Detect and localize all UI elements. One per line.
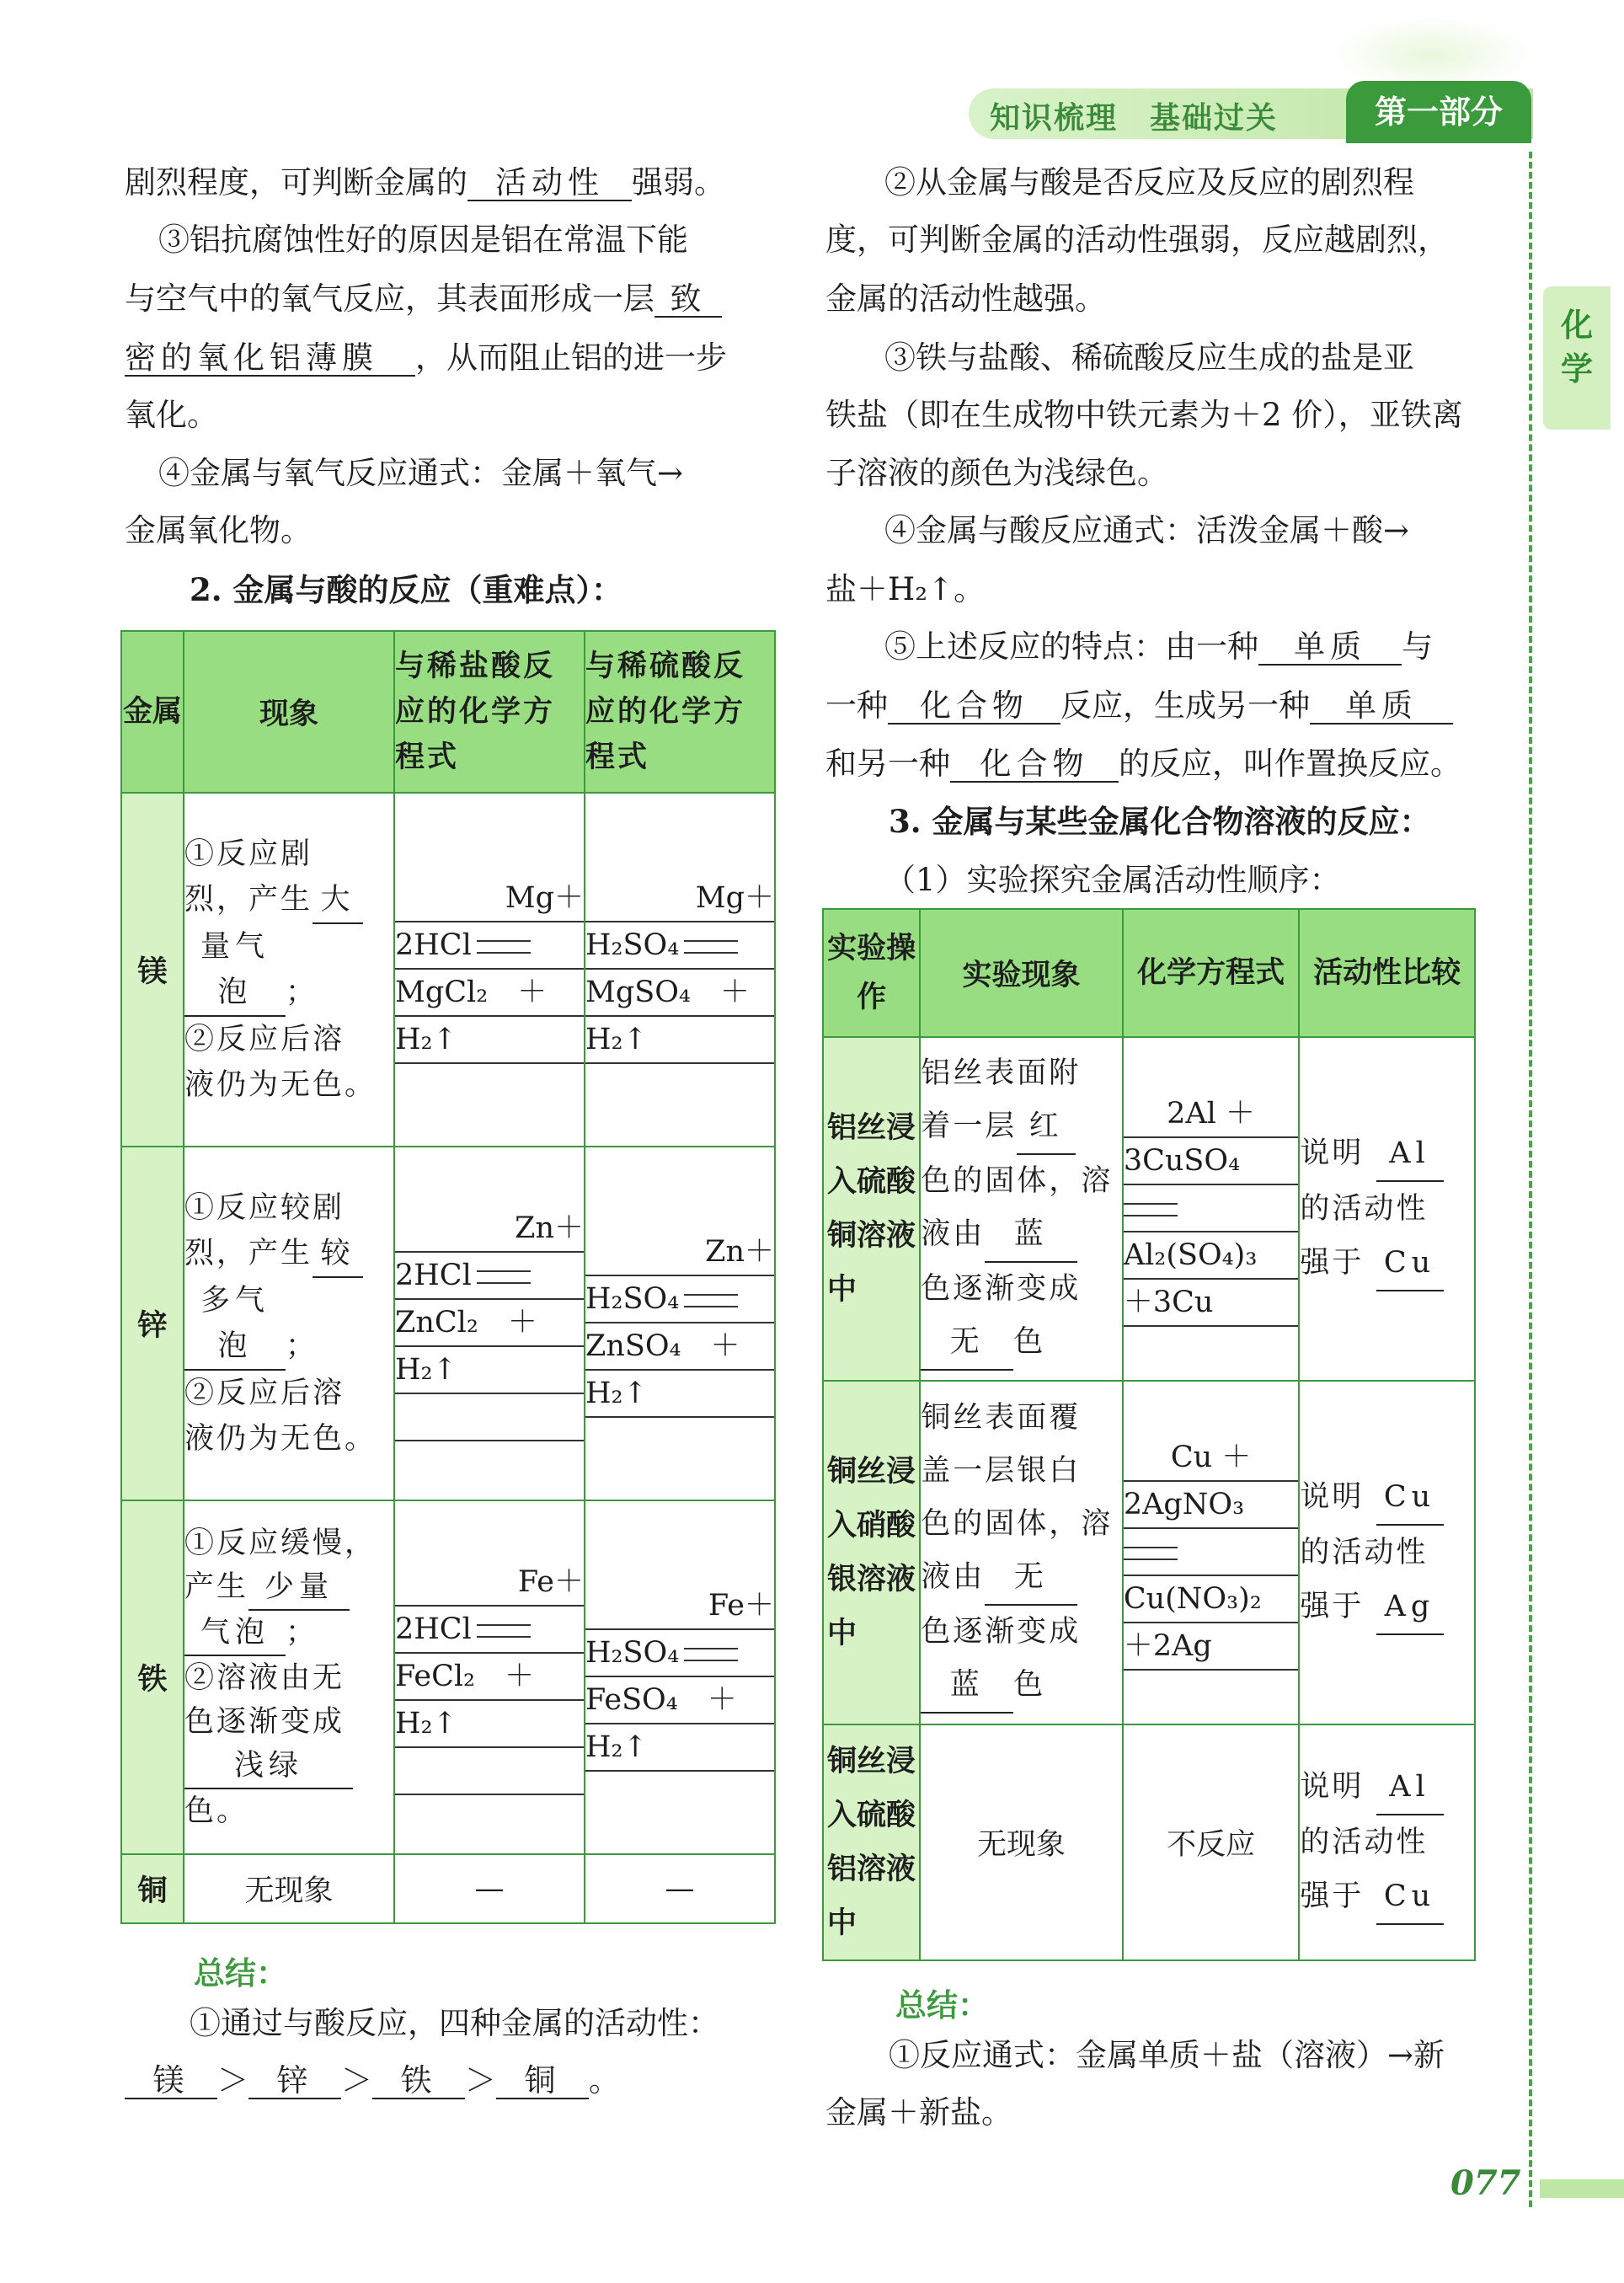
right-line-3: 金属的活动性越强。	[825, 281, 1106, 317]
hcl-equation: Mg＋ 2HCl MgCl₂ ＋ H₂↑	[394, 793, 585, 1147]
hcl-equation: Zn＋ 2HCl ZnCl₂ ＋ H₂↑	[394, 1147, 585, 1500]
acid-reaction-table	[120, 630, 776, 1924]
left-summary-line-1: ①通过与酸反应，四种金属的活动性：	[190, 2005, 719, 2041]
right-line-8: 盐＋H₂↑。	[825, 571, 986, 607]
left-line-4: 密的氧化铝薄膜 ，从而阻止铝的进一步	[125, 340, 727, 376]
right-line-2: 度，可判断金属的活动性强弱，反应越剧烈，	[825, 222, 1449, 258]
equation-cell: 2Al ＋ 3CuSO₄ Al₂(SO₄)₃ ＋3Cu	[1123, 1037, 1300, 1381]
left-line-7: 金属氧化物。	[125, 512, 312, 548]
table-row	[823, 1724, 1475, 1960]
left-summary-line-2: 镁 ＞ 锌 ＞ 铁 ＞ 铜 。	[125, 2064, 620, 2099]
header-hcl: 与稀盐酸反应的化学方程式	[394, 631, 585, 793]
operation-cell: 铜丝浸入硫酸铝溶液中	[823, 1724, 920, 1960]
operation-cell: 铝丝浸入硫酸铜溶液中	[823, 1037, 920, 1381]
operation-cell: 铜丝浸入硝酸银溶液中	[823, 1381, 920, 1724]
h2so4-equation: Zn＋ H₂SO₄ ZnSO₄ ＋ H₂↑	[585, 1147, 775, 1500]
phenomenon-cell: ①反应较剧 烈，产生 较 多气泡 ； ②反应后溶 液仍为无色。	[184, 1147, 394, 1500]
h2so4-equation: —	[585, 1854, 775, 1923]
header-operation: 实验操作	[823, 909, 920, 1037]
section-3-title: 3. 金属与某些金属化合物溶液的反应：	[889, 803, 1431, 840]
subsection-1-title: （1）实验探究金属活动性顺序：	[884, 862, 1341, 898]
right-summary-line-1: ①反应通式：金属单质＋盐（溶液）→新	[889, 2037, 1445, 2073]
left-line-5: 氧化。	[125, 397, 218, 433]
phenomenon-cell: 无现象	[920, 1724, 1123, 1960]
equation-cell: Cu ＋ 2AgNO₃ Cu(NO₃)₂ ＋2Ag	[1123, 1381, 1300, 1724]
left-line-2: ③铝抗腐蚀性好的原因是铝在常温下能	[158, 222, 688, 258]
hcl-equation: —	[394, 1854, 585, 1923]
phenomenon-cell: ①反应剧 烈，产生 大 量气泡 ； ②反应后溶 液仍为无色。	[184, 793, 394, 1147]
h2so4-equation: Mg＋ H₂SO₄ MgSO₄ ＋ H₂↑	[585, 793, 775, 1147]
section-tag: 知识梳理 基础过关	[990, 101, 1279, 136]
phenomenon-cell: 铝丝表面附 着一层 红 色的固体，溶 液由 蓝 色逐渐变成 无 色	[920, 1037, 1123, 1381]
right-line-1: ②从金属与酸是否反应及反应的剧烈程	[884, 164, 1414, 200]
metal-label: 铁	[121, 1500, 184, 1854]
left-line-6: ④金属与氧气反应通式：金属＋氧气→	[158, 455, 684, 491]
table-row	[121, 1854, 775, 1923]
left-line-3: 与空气中的氧气反应，其表面形成一层 致	[125, 282, 722, 318]
hcl-equation: Fe＋ 2HCl FeCl₂ ＋ H₂↑	[394, 1500, 585, 1854]
right-line-11: 和另一种 化合物 的反应，叫作置换反应。	[825, 746, 1461, 782]
margin-dashed-line	[1529, 152, 1532, 2207]
right-summary-line-2: 金属＋新盐。	[825, 2094, 1012, 2131]
table-row	[121, 1500, 775, 1854]
left-summary-heading: 总结：	[194, 1955, 287, 1992]
right-line-5: 铁盐（即在生成物中铁元素为＋2 价），亚铁离	[825, 397, 1463, 433]
right-line-4: ③铁与盐酸、稀硫酸反应生成的盐是亚	[884, 340, 1414, 376]
page-number: 077	[1450, 2163, 1521, 2203]
table-row	[823, 1037, 1475, 1381]
page-strip	[1540, 2179, 1624, 2198]
subject-char-1: 化	[1560, 307, 1593, 344]
metal-label: 铜	[121, 1854, 184, 1923]
right-line-6: 子溶液的颜色为浅绿色。	[825, 455, 1168, 491]
activity-cell: 说明 Al 的活动性 强于 Cu	[1299, 1037, 1475, 1381]
right-line-10: 一种 化合物 反应，生成另一种 单质	[825, 689, 1453, 724]
h2so4-equation: Fe＋ H₂SO₄ FeSO₄ ＋ H₂↑	[585, 1500, 775, 1854]
metal-label: 镁	[121, 793, 184, 1147]
phenomenon-cell: ①反应缓慢， 产生 少量 气泡 ； ②溶液由无 色逐渐变成 浅绿 色。	[184, 1500, 394, 1854]
section-2-title: 2. 金属与酸的反应（重难点）：	[190, 571, 623, 608]
header-activity: 活动性比较	[1299, 909, 1475, 1037]
right-line-9: ⑤上述反应的特点：由一种 单质 与	[884, 628, 1433, 665]
equation-cell: 不反应	[1123, 1724, 1300, 1960]
phenomenon-cell: 无现象	[184, 1854, 394, 1923]
activity-cell: 说明 Al 的活动性 强于 Cu	[1299, 1724, 1475, 1960]
header-metal: 金属	[121, 631, 184, 793]
subject-char-2: 学	[1560, 350, 1593, 388]
right-summary-heading: 总结：	[895, 1987, 989, 2024]
metal-label: 锌	[121, 1147, 184, 1500]
phenomenon-cell: 铜丝表面覆 盖一层银白 色的固体，溶 液由 无 色逐渐变成 蓝 色	[920, 1381, 1123, 1724]
displacement-table	[822, 908, 1476, 1961]
activity-cell: 说明 Cu 的活动性 强于 Ag	[1299, 1381, 1475, 1724]
header-h2so4: 与稀硫酸反应的化学方程式	[585, 631, 775, 793]
table-row	[121, 1147, 775, 1500]
table-row	[823, 1381, 1475, 1724]
header-phenomenon: 实验现象	[920, 909, 1123, 1037]
right-line-7: ④金属与酸反应通式：活泼金属＋酸→	[884, 512, 1410, 548]
header-equation: 化学方程式	[1123, 909, 1300, 1037]
part-label: 第一部分	[1346, 81, 1531, 143]
table-row	[121, 793, 775, 1147]
subject-tab	[1543, 286, 1611, 430]
left-line-1: 剧烈程度，可判断金属的 活动性 强弱。	[125, 164, 725, 200]
header-phenomenon: 现象	[184, 631, 394, 793]
